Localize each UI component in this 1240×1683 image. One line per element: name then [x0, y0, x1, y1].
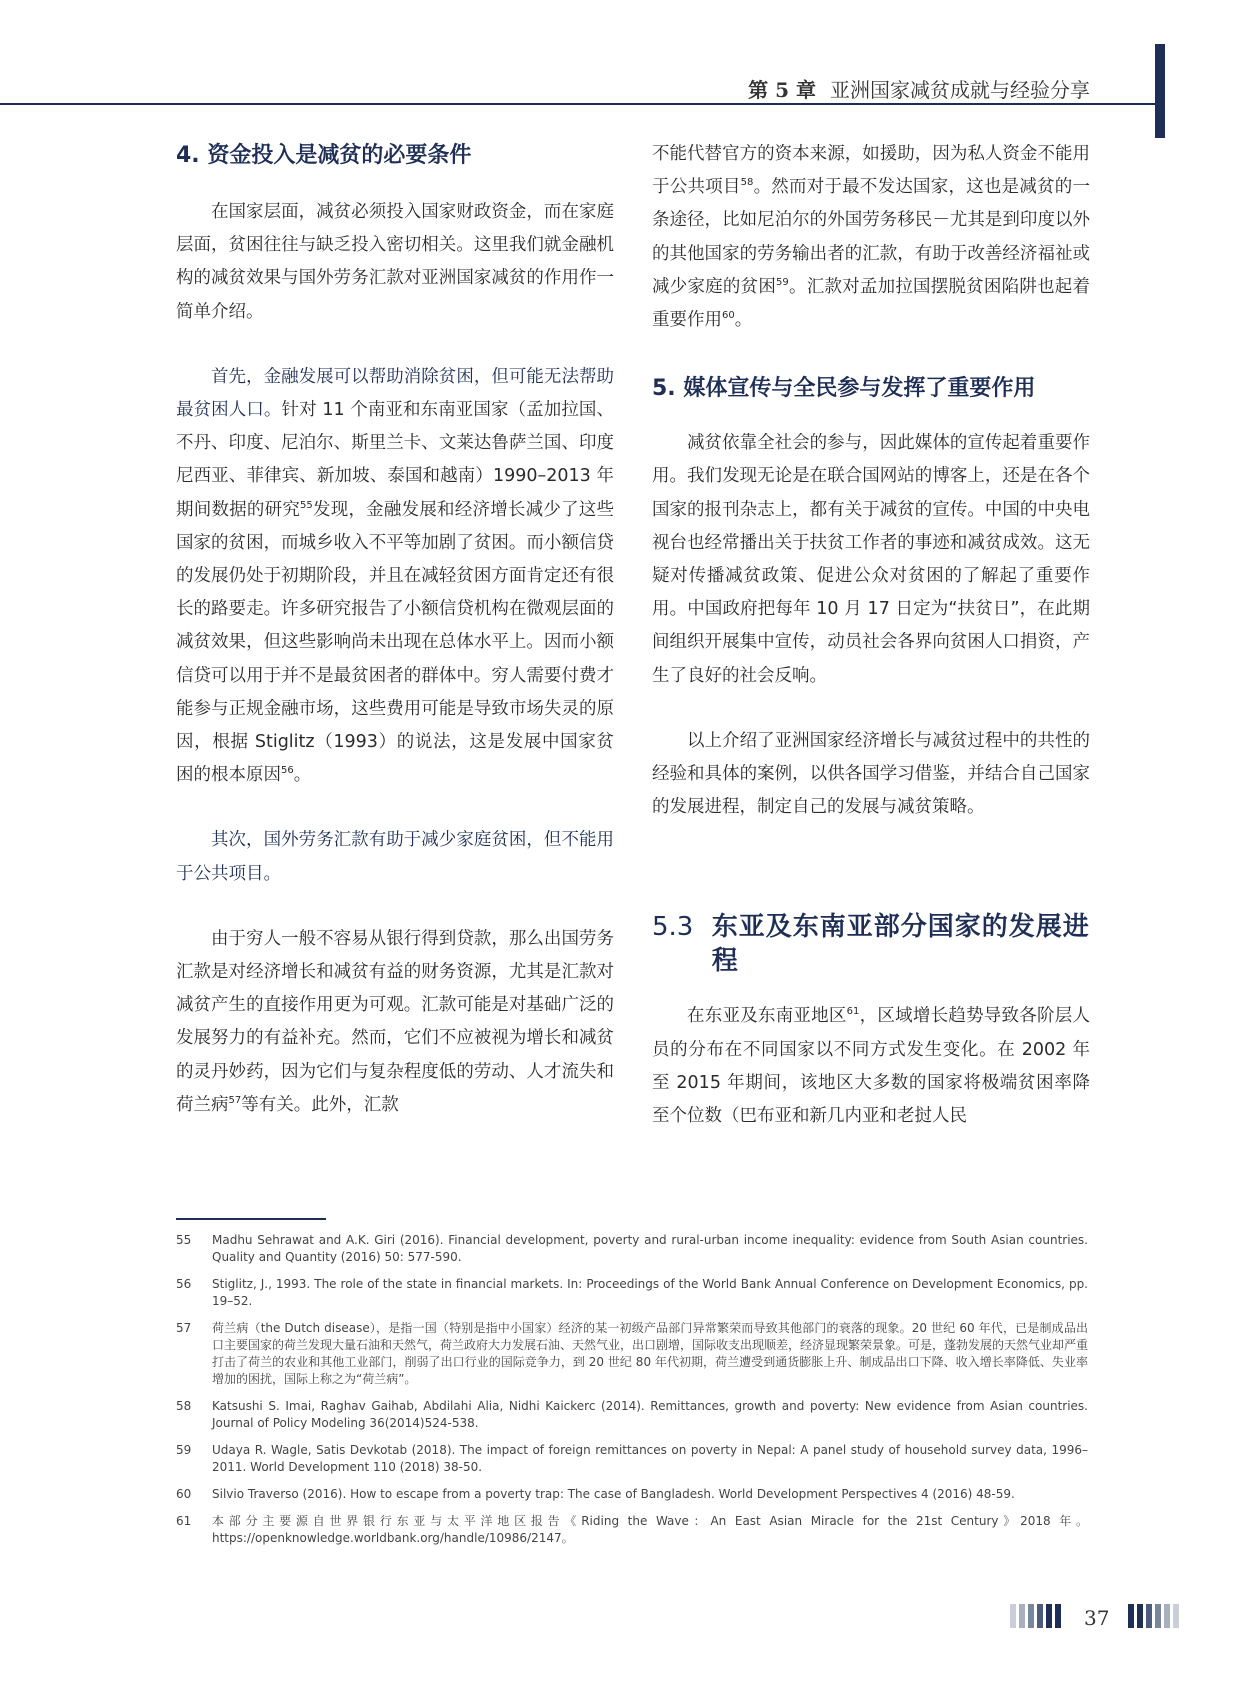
page-stripes-left: [1010, 1604, 1061, 1628]
chapter-label: 第 5 章: [748, 78, 816, 102]
paragraph: 在国家层面，减贫必须投入国家财政资金，而在家庭层面，贫困往往与缺乏投入密切相关。这里我们就金融机构的减贫效果与国外劳务汇款对亚洲国家减贫的作用作一简单介绍。: [176, 202, 614, 322]
heading-4: 4. 资金投入是减贫的必要条件: [176, 143, 472, 168]
footnote: 56 Stiglitz, J., 1993. The role of the state in financial markets. In: Proceedings of the World Bank Annual Conference on Development Economics, pp. 19–52.: [176, 1277, 1088, 1308]
chapter-title: 亚洲国家减贫成就与经验分享: [830, 78, 1090, 102]
footnote-ref: 59: [776, 276, 789, 288]
footnote-ref: 55: [300, 499, 313, 511]
paragraph: 不能代替官方的资本来源，如援助，因为私人资金不能用于公共项目$^{58}$。然而对于最不发达国家，这也是减贫的一条途径，比如尼泊尔的外国劳务移民－尤其是到印度以外的其他国家的劳务输出者的汇款，有助于改善经济福祉或减少家庭的贫困$^{59}$。汇款对孟加拉国摆脱贫困陷阱也起着重要作用$^{60}$。: [652, 144, 1091, 331]
right-column: [652, 138, 1090, 1133]
section-title: [652, 910, 1090, 978]
header-accent-bar: [1155, 44, 1165, 138]
footnote: 59 Udaya R. Wagle, Satis Devkotab (2018). The impact of foreign remittances on poverty in Nepal: A panel study of household survey data, 1996–2011. World Development 110 (2018) 38-50.: [176, 1443, 1088, 1474]
left-column: [176, 138, 614, 1122]
paragraph: 由于穷人一般不容易从银行得到贷款，那么出国劳务汇款是对经济增长和减贫有益的财务资源，尤其是汇款对减贫产生的直接作用更为可观。汇款可能是对基础广泛的发展努力的有益补充。然而，它们不应被视为增长和减贫的灵丹妙药，因为它们与复杂程度低的劳动、人才流失和荷兰病$^{57}$等有关。此外，汇款: [176, 928, 614, 1115]
page-stripes-right: [1128, 1604, 1179, 1628]
emphasis-text: 首先，金融发展可以帮助消除贫困，但可能无法帮助最贫困人口。: [176, 366, 614, 421]
footnote-ref: 61: [846, 1006, 860, 1018]
footnote: 55 Madhu Sehrawat and A.K. Giri (2016). Financial development, poverty and rural-urban income inequality: evidence from South Asian countries. Quality and Quantity (2016) 50: 577-590.: [176, 1233, 1088, 1264]
paragraph: 首先，金融发展可以帮助消除贫困，但可能无法帮助最贫困人口。针对 11 个南亚和东南亚国家（孟加拉国、不丹、印度、尼泊尔、斯里兰卡、文莱达鲁萨兰国、印度尼西亚、菲律宾、新加坡、泰国和越南）1990–2013 年期间数据的研究$^{55}$发现，金融发展和经济增长减少了这些国家的贫困，而城乡收入不平等加剧了贫困。而小额信贷的发展仍处于初期阶段，并且在减轻贫困方面肯定还有很长的路要走。许多研究报告了小额信贷机构在微观层面的减贫效果，但这些影响尚未出现在总体水平上。因而小额信贷可以用于并不是最贫困者的群体中。穷人需要付费才能参与正规金融市场，这些费用可能是导致市场失灵的原因，根据 Stiglitz（1993）的说法，这是发展中国家贫困的根本原因$^{56}$。: [176, 366, 615, 786]
section-number: 5.3: [652, 912, 694, 943]
paragraph: 减贫依靠全社会的参与，因此媒体的宣传起着重要作用。我们发现无论是在联合国网站的博客上，还是在各个国家的报刊杂志上，都有关于减贫的宣传。中国的中央电视台也经常播出关于扶贫工作者的事迹和减贫成效。这无疑对传播减贫政策、促进公众对贫困的了解起了重要作用。中国政府把每年 10 月 17 日定为“扶贫日”，在此期间组织开展集中宣传，动员社会各界向贫困人口捐资，产生了良好的社会反响。: [652, 433, 1090, 686]
footnote: 60 Silvio Traverso (2016). How to escape from a poverty trap: The case of Bangladesh. World Development Perspectives 4 (2016) 48-59.: [176, 1487, 1015, 1501]
header-rule: [0, 103, 1162, 105]
footnote: 58 Katsushi S. Imai, Raghav Gaihab, Abdilahi Alia, Nidhi Kaickerc (2014). Remittances, growth and poverty: New evidence from Asian countries. Journal of Policy Modeling 36(2014)524-538.: [176, 1399, 1088, 1430]
paragraph: 在东亚及东南亚地区$^{61}$，区域增长趋势导致各阶层人员的分布在不同国家以不同方式发生变化。在 2002 年至 2015 年期间，该地区大多数的国家将极端贫困率降至个位数（巴布亚和新几内亚和老挝人民: [652, 1006, 1091, 1127]
footnote-rule: [176, 1218, 326, 1220]
footnote: 61 本部分主要源自世界银行东亚与太平洋地区报告《Riding the Wave：An East Asian Miracle for the 21st Century》2018 年。https://openknowledge.worldbank.org/handle/10986/2147。: [176, 1514, 1088, 1545]
heading-5: 5. 媒体宣传与全民参与发挥了重要作用: [652, 376, 1036, 402]
footnotes: [176, 1232, 1088, 1557]
footnote-ref: 58: [740, 177, 754, 189]
footnote: 57 荷兰病（the Dutch disease），是指一国（特别是指中小国家）经济的某一初级产品部门异常繁荣而导致其他部门的衰落的现象。20 世纪 60 年代，已是制成品出口主要国家的荷兰发现大量石油和天然气，荷兰政府大力发展石油、天然气业，出口剧增，国际收支出现顺差，经济显现繁荣景象。可是，蓬勃发展的天然气业却严重打击了荷兰的农业和其他工业部门，削弱了出口行业的国际竞争力，到 20 世纪 80 年代初期，荷兰遭受到通货膨胀上升、制成品出口下降、收入增长率降低、失业率增加的困扰，国际上称之为“荷兰病”。: [176, 1321, 1089, 1386]
paragraph: 以上介绍了亚洲国家经济增长与减贫过程中的共性的经验和具体的案例，以供各国学习借鉴，并结合自己国家的发展进程，制定自己的发展与减贫策略。: [652, 730, 1090, 818]
footnote-ref: 56: [281, 765, 294, 777]
running-head: [748, 74, 1090, 103]
emphasis-paragraph: 其次，国外劳务汇款有助于减少家庭贫困，但不能用于公共项目。: [176, 830, 614, 884]
footnote-ref: 57: [228, 1095, 242, 1107]
page-number: 37: [1084, 1606, 1110, 1630]
section-heading: 东亚及东南亚部分国家的发展进程: [711, 912, 1090, 977]
footnote-ref: 60: [722, 310, 735, 322]
